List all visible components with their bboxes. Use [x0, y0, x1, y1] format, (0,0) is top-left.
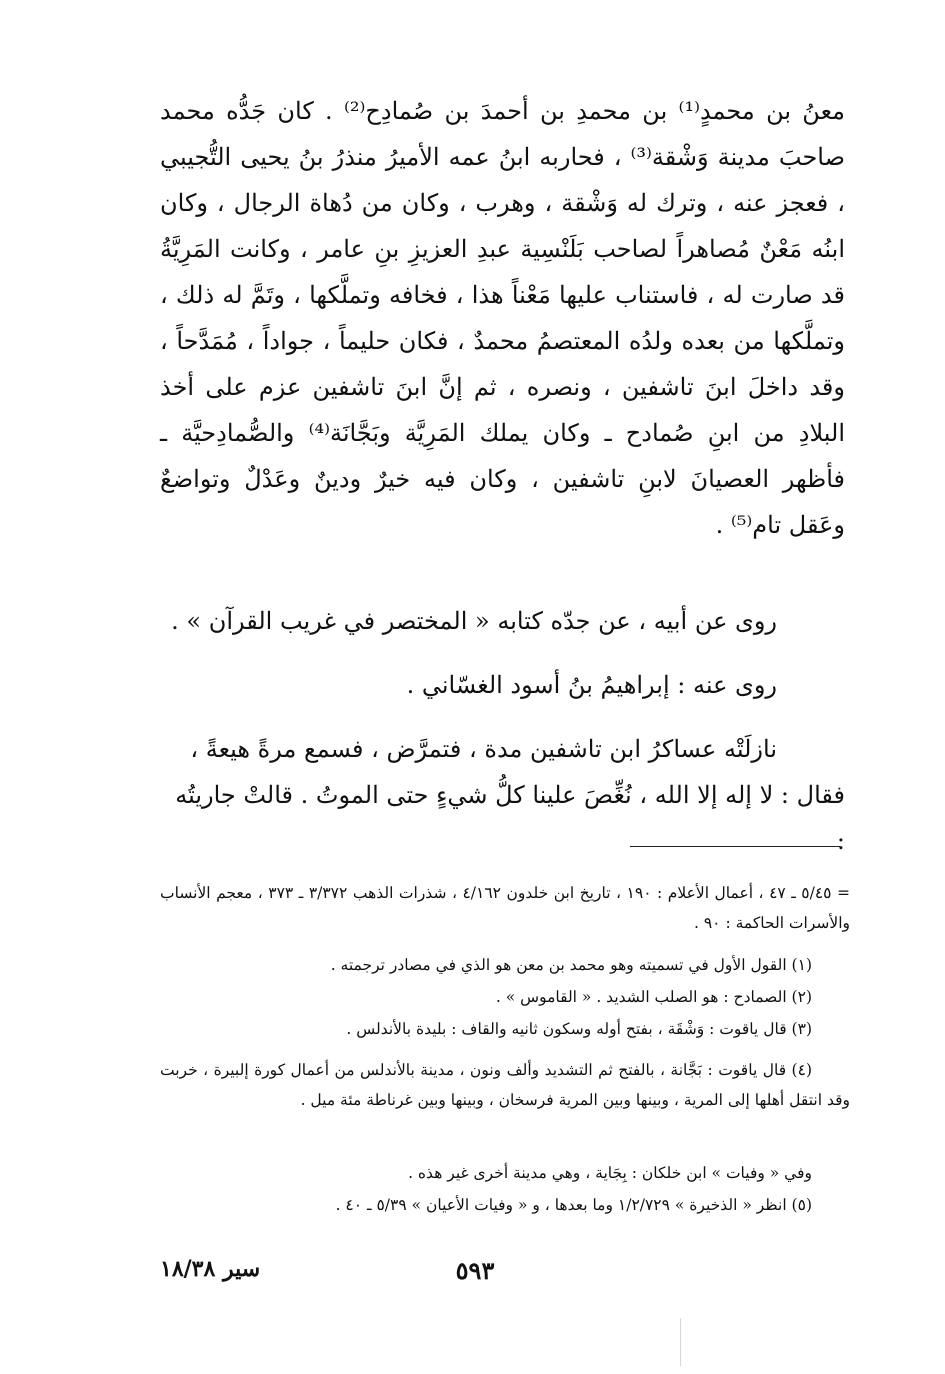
footnote-1: (١) القول الأول في تسميته وهو محمد بن معن هو الذي في مصادر ترجمته . — [330, 956, 812, 974]
footnote-3: (٣) قال ياقوت : وَشْقَة ، بفتح أوله وسكون ثانيه والقاف : بليدة بالأندلس . — [346, 1020, 812, 1038]
footnote-4-note: وفي « وفيات » ابن خلكان : بِجَاية ، وهي مدينة أخرى غير هذه . — [408, 1164, 812, 1182]
saying-line: فقال : لا إله إلا الله ، نُغِّصَ علينا كلُّ شيءٍ حتى الموتُ . قالتْ جاريتُه : — [175, 781, 845, 855]
printer-signature: سير ١٨/٣٨ — [160, 1256, 261, 1282]
footnote-4: (٤) قال ياقوت : بَجَّانة ، بالفتح ثم التشديد وألف ونون ، مدينة بالأندلس من أعمال كورة إلبيرة ، خربت وقد انتقل أهلها إلى المرية ، وبينها وبين المرية فرسخان ، وبينها وبين غرناطة مئة ميل . — [160, 1061, 850, 1109]
narration-by-line: روى عنه : إبراهيمُ بنُ أسود الغسّاني . — [406, 671, 777, 699]
main-paragraph: معنُ بن محمدٍ⁽¹⁾ بن محمدِ بن أحمدَ بن صُمادِح⁽²⁾ . كان جَدُّه محمد صاحبَ مدينة وَشْقة⁽³⁾ ، فحاربه ابنُ عمه الأميرُ منذرُ بنُ يحيى التُّجيبي ، فعجز عنه ، وترك له وَشْقة ، وهرب ، وكان من دُهاة الرجال ، وكان ابنُه مَعْنٌ مُصاهراً لصاحب بَلَنْسِية عبدِ العزيزِ بنِ عامر ، وكانت المَرِيَّةُ قد صارت له ، فاستناب عليها مَعْناً هذا ، فخافه وتملَّكها ، وتَمَّ له ذلك ، وتملَّكها من بعده ولدُه المعتصمُ محمدٌ ، فكان حليماً ، جواداً ، مُمَدَّحاً ، وقد داخلَ ابنَ تاشفين ، ونصره ، ثم إنَّ ابنَ تاشفين عزم على أخذ البلادِ من ابنِ صُمادح ـ وكان يملك المَرِيَّة وبَجَّانَة⁽⁴⁾ والصُّمادِحيَّة ـ فأظهر العصيانَ لابنِ تاشفين ، وكان فيه خيرٌ ودينٌ وعَدْلٌ وتواضعٌ وعَقل تام⁽⁵⁾ . — [160, 97, 846, 539]
footnote-5: (٥) انظر « الذخيرة » ١/٢/٧٢٩ وما بعدها ، و « وفيات الأعيان » ٥/٣٩ ـ ٤٠ . — [335, 1196, 812, 1214]
page-number: ٥٩٣ — [455, 1256, 495, 1285]
footnote-separator — [630, 846, 840, 847]
footnote-2: (٢) الصمادح : هو الصلب الشديد . « القاموس » . — [495, 988, 812, 1006]
footnote-continuation: = ٥/٤٥ ـ ٤٧ ، أعمال الأعلام : ١٩٠ ، تاريخ ابن خلدون ٤/١٦٢ ، شذرات الذهب ٣/٣٧٢ ـ ٣٧٣ ، معجم الأنساب والأسرات الحاكمة : ٩٠ . — [160, 884, 850, 932]
scan-artifact — [680, 1318, 684, 1366]
siege-line: نازلَتْه عساكرُ ابن تاشفين مدة ، فتمرَّض ، فسمع مرةً هيعةً ، — [190, 735, 777, 763]
narration-from-line: روى عن أبيه ، عن جدّه كتابه « المختصر في غريب القرآن » . — [171, 607, 777, 635]
